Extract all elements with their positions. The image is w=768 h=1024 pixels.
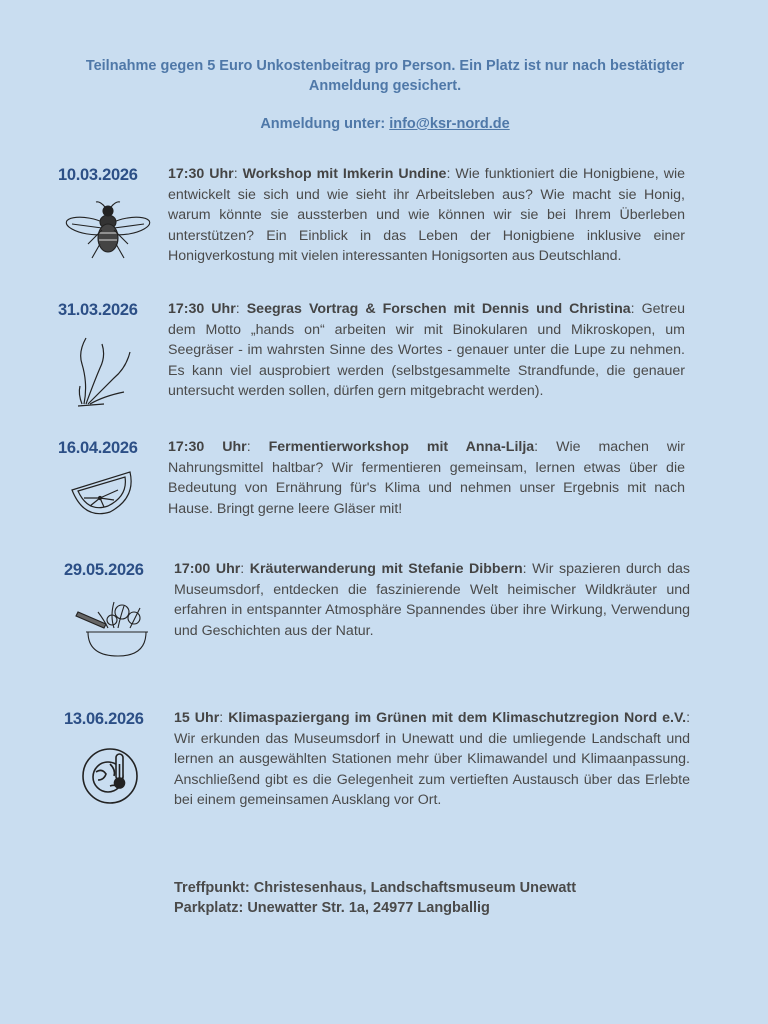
- event-text: 15 Uhr: Klimaspaziergang im Grünen mit dem Klimaschutzregion Nord e.V.: Wir erkunden das Museumsdorf in Unewatt und die umliegende Landschaft und lernen an ausgewählten Stationen mehr über Klimawandel und Klimaanpassung. Anschließend gibt es die Gelegenheit zum vertieften Austausch über das Erlebte bei einem gemeinsamen Ausklang vor Ort.: [174, 710, 691, 809]
- event-description: Wie funktioniert die Honigbiene, wie entwickelt sie sich und wie sieht ihr Arbeitsleben aus? Wie macht sie Honig, warum könnte sie aussterben und wie können wir sie bei Ihrem Überleben unterstützen? Ein Einblick in das Leben der Honigbiene inklusive einer Honigverkostung mit vielen interessanten Honigsorten aus Deutschland.: [168, 166, 685, 265]
- globe-thermometer-icon: [80, 746, 140, 811]
- intro-text: Teilnahme gegen 5 Euro Unkostenbeitrag pro Person. Ein Platz ist nur nach bestätigter Anmeldung gesichert.: [85, 58, 685, 94]
- event-date: 16.04.2026: [58, 439, 138, 457]
- seagrass-icon: [74, 334, 134, 413]
- registration-email-link[interactable]: info@ksr-nord.de: [389, 116, 510, 132]
- event-time: 17:30 Uhr: [168, 439, 247, 455]
- bee-icon: [64, 200, 152, 267]
- event-text: 17:00 Uhr: Kräuterwanderung mit Stefanie Dibbern: Wir spazieren durch das Museumsdorf, entdecken die faszinierende Welt heimischer Wildkräuter und erfahren in entspannter Atmosphäre Spannendes über ihre Wirkung, Verwendung und Geschichten aus der Natur.: [174, 561, 690, 639]
- event-title: Fermentierworkshop mit Anna-Lilja: [268, 439, 535, 455]
- event-title: Kräuterwanderung mit Stefanie Dibbern: [249, 561, 523, 577]
- footer-info: [174, 878, 576, 918]
- event-text: 17:30 Uhr: Workshop mit Imkerin Undine: Wie funktioniert die Honigbiene, wie entwickelt sie sich und wie sieht ihr Arbeitsleben aus? Wie macht sie Honig, warum könnte sie aussterben und wie können wir sie bei Ihrem Überleben unterstützen? Ein Einblick in das Leben der Honigbiene inklusive einer Honigverkostung mit vielen interessanten Honigsorten aus Deutschland.: [168, 166, 685, 265]
- event-description: Getreu dem Motto „hands on“ arbeiten wir mit Binokularen und Mikroskopen, um Seegräser - im wahrsten Sinne des Wortes - genauer unter die Lupe zu nehmen. Es kann viel ausprobiert werden (selbstgesammelte Strandfunde, die genauer untersucht werden sollen, dürfen gern mitgebracht werden).: [168, 301, 685, 400]
- event-title: Seegras Vortrag & Forschen mit Dennis und Christina: [246, 301, 631, 317]
- event-description: Wie machen wir Nahrungsmittel haltbar? Wir fermentieren gemeinsam, lernen etwas über die Bedeutung von Ernährung für's Klima und nehmen unser Ergebnis mit nach Hause. Bringt gerne leere Gläser mit!: [168, 439, 686, 517]
- event-date: 31.03.2026: [58, 301, 138, 319]
- event-date: 29.05.2026: [64, 561, 144, 579]
- event-time: 17:30 Uhr: [168, 166, 234, 182]
- event-text: 17:30 Uhr: Seegras Vortrag & Forschen mit Dennis und Christina: Getreu dem Motto „hands on“ arbeiten wir mit Binokularen und Mikroskopen, um Seegräser - im wahrsten Sinne des Wortes - genauer unter die Lupe zu nehmen. Es kann viel ausprobiert werden (selbstgesammelte Strandfunde, die genauer untersucht werden sollen, dürfen gern mitgebracht werden).: [168, 301, 685, 400]
- parking-info: Parkplatz: Unewatter Str. 1a, 24977 Langballig: [174, 900, 490, 916]
- event-text: 17:30 Uhr: Fermentierworkshop mit Anna-Lilja: Wie machen wir Nahrungsmittel haltbar? Wir fermentieren gemeinsam, lernen etwas über die Bedeutung von Ernährung für's Klima und nehmen unser Ergebnis mit nach Hause. Bringt gerne leere Gläser mit!: [168, 439, 686, 517]
- event-title: Klimaspaziergang im Grünen mit dem Klimaschutzregion Nord e.V.: [228, 710, 687, 726]
- meeting-point: Treffpunkt: Christesenhaus, Landschaftsmuseum Unewatt: [174, 880, 577, 896]
- event-date: 13.06.2026: [64, 710, 144, 728]
- event-description: Wir erkunden das Museumsdorf in Unewatt und die umliegende Landschaft und lernen an ausgewählten Stationen mehr über Klimawandel und Klimaanpassung. Anschließend gibt es die Gelegenheit zum vertieften Austausch über das Erlebte bei einem gemeinsamen Ausklang vor Ort.: [174, 730, 690, 809]
- event-time: 15 Uhr: [174, 710, 220, 726]
- event-description: Wir spazieren durch das Museumsdorf, entdecken die faszinierende Welt heimischer Wildkräuter und erfahren in entspannter Atmosphäre Spannendes über ihre Wirkung, Verwendung und Geschichten aus der Natur.: [174, 561, 690, 639]
- event-time: 17:30 Uhr: [168, 301, 236, 317]
- event-date: 10.03.2026: [58, 166, 138, 184]
- event-time: 17:00 Uhr: [174, 561, 241, 577]
- registration-line: [80, 116, 690, 132]
- herbs-mortar-icon: [74, 598, 150, 665]
- event-title: Workshop mit Imkerin Undine: [242, 166, 447, 182]
- registration-label: Anmeldung unter:: [260, 116, 386, 132]
- lemon-slice-icon: [70, 468, 134, 523]
